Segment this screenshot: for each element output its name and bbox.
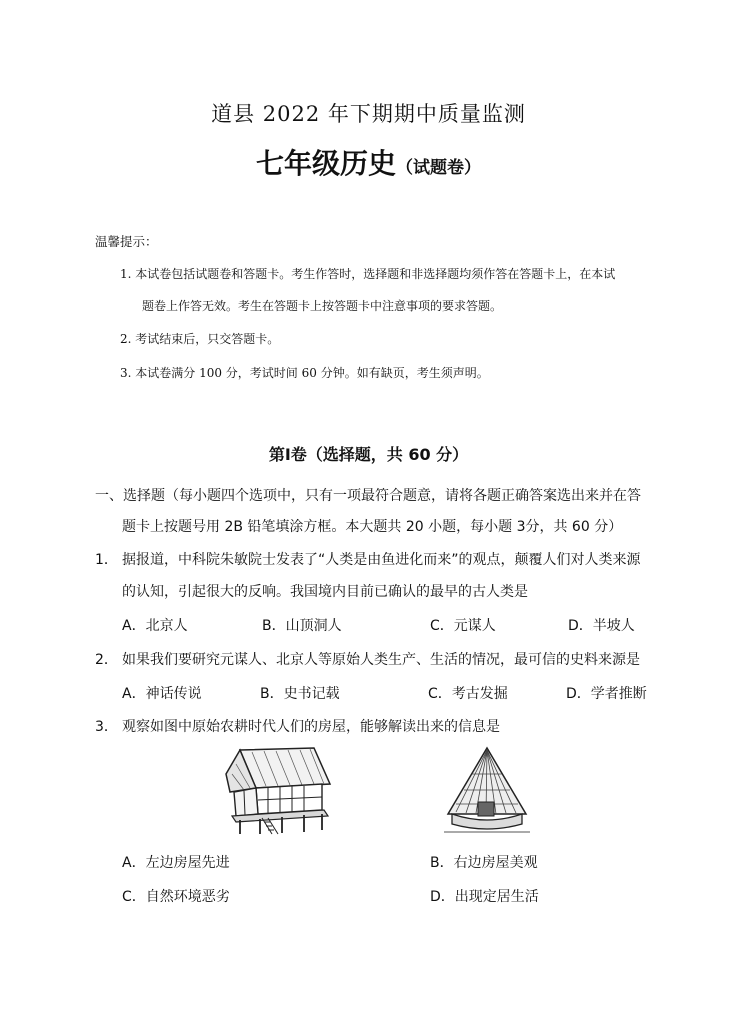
question-3-line-1: 观察如图中原始农耕时代人们的房屋，能够解读出来的信息是: [122, 719, 500, 735]
question-2-option-c: C．考古发掘: [428, 686, 508, 702]
subject-name: 七年级历史: [255, 147, 396, 180]
question-2-option-d: D．学者推断: [566, 686, 647, 702]
paper-type: （试题卷）: [396, 158, 481, 178]
question-1-option-d: D．半坡人: [568, 618, 635, 634]
question-1-line-2: 的认知，引起很大的反响。我国境内目前已确认的最早的古人类是: [122, 584, 528, 600]
tip-2: 2. 考试结束后，只交答题卡。: [120, 332, 280, 346]
question-1-number: 1．: [95, 552, 118, 568]
question-3-option-c: C．自然环境恶劣: [122, 889, 230, 905]
question-2-option-b: B．史书记载: [260, 686, 340, 702]
question-2-option-a: A．神话传说: [122, 686, 202, 702]
question-3-option-d: D．出现定居生活: [430, 889, 539, 905]
round-hut-illustration: [442, 744, 532, 836]
tips-heading: 温馨提示：: [95, 234, 158, 249]
question-1-option-a: A．北京人: [122, 618, 188, 634]
question-1-option-c: C．元谋人: [430, 618, 496, 634]
tip-1-line-2: 题卷上作答无效。考生在答题卡上按答题卡中注意事项的要求答题。: [142, 299, 503, 313]
tip-1-line-1: 1. 本试卷包括试题卷和答题卡。考生作答时，选择题和非选择题均须作答在答题卡上，在本试: [120, 267, 616, 281]
question-1-line-1: 据报道，中科院朱敏院士发表了“人类是由鱼进化而来”的观点，颠覆人们对人类来源: [122, 552, 641, 568]
stilt-house-illustration: [222, 744, 334, 836]
exam-title: 道县 2022 年下期期中质量监测: [211, 102, 526, 126]
tip-3: 3. 本试卷满分 100 分，考试时间 60 分钟。如有缺页，考生须声明。: [120, 366, 489, 380]
question-3-option-b: B．右边房屋美观: [430, 855, 538, 871]
question-3-number: 3．: [95, 719, 118, 735]
subject-title: [0, 142, 737, 182]
question-3-option-a: A．左边房屋先进: [122, 855, 230, 871]
section-title: 第Ⅰ卷（选择题，共 60 分）: [268, 445, 469, 464]
instructions-line-2: 题卡上按题号用 2B 铅笔填涂方框。本大题共 20 小题，每小题 3分，共 60 分）: [122, 519, 623, 535]
question-1-option-b: B．山顶洞人: [262, 618, 342, 634]
instructions-line-1: 一、选择题（每小题四个选项中，只有一项最符合题意，请将各题正确答案选出来并在答: [95, 488, 641, 504]
question-2-line-1: 如果我们要研究元谋人、北京人等原始人类生产、生活的情况，最可信的史料来源是: [122, 652, 640, 668]
question-2-number: 2．: [95, 652, 118, 668]
